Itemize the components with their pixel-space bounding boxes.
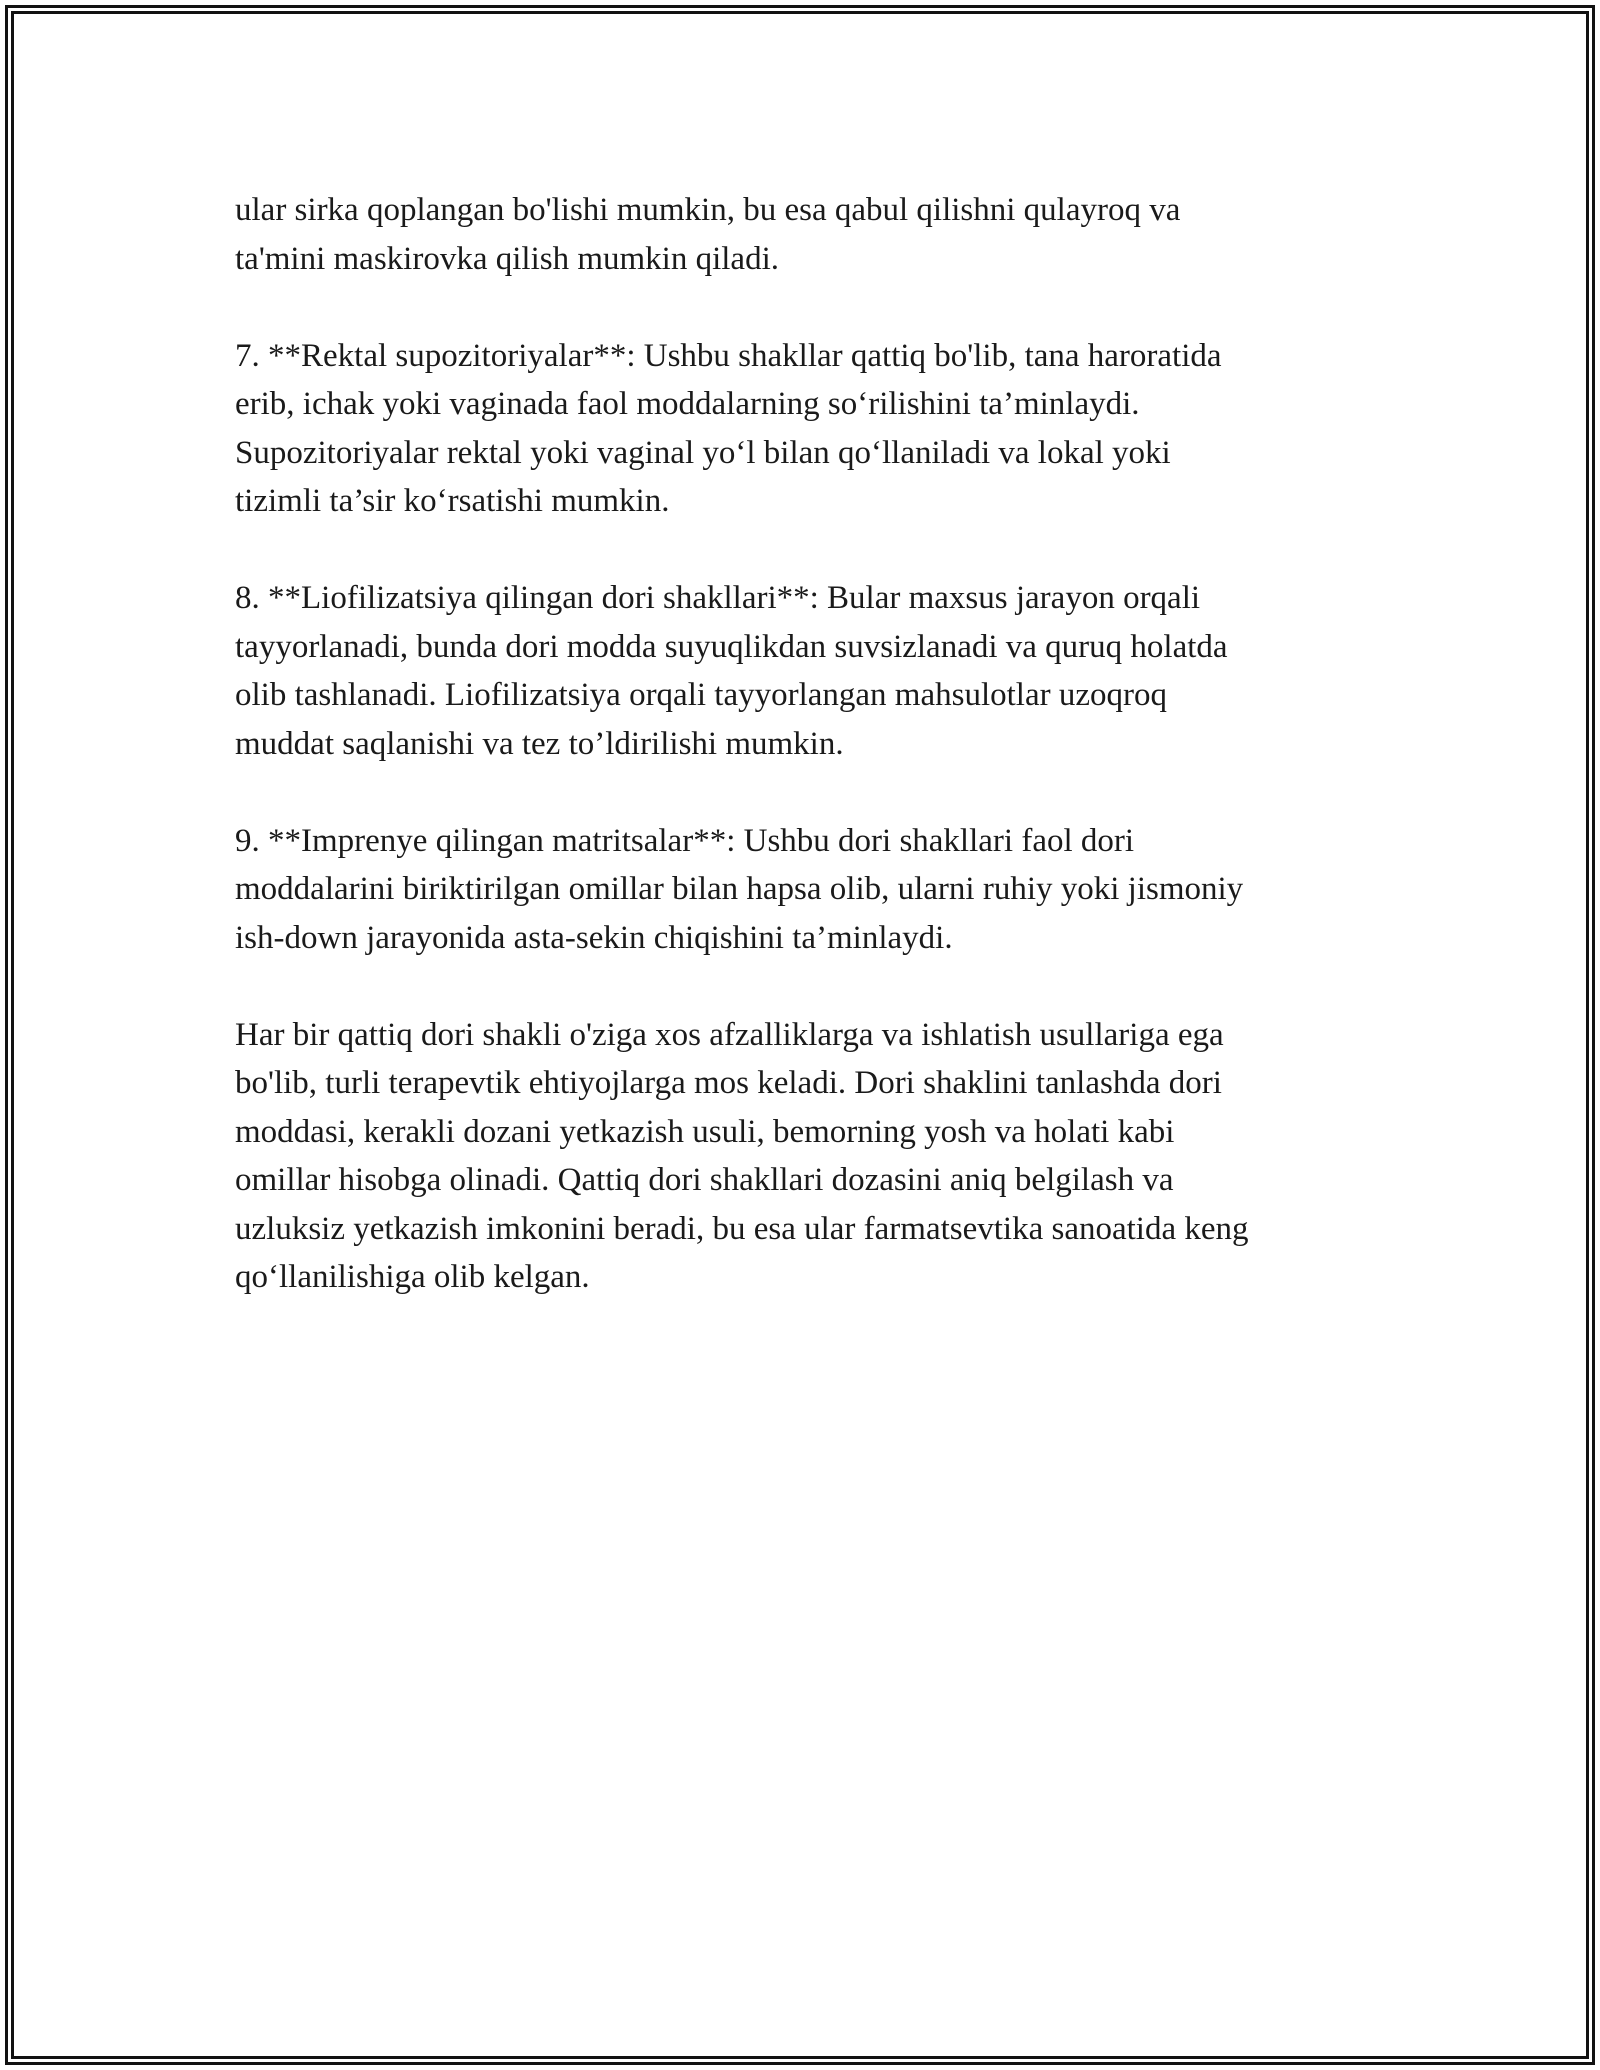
text-line: tayyorlanadi, bunda dori modda suyuqlikdan suvsizlanadi va quruq holatda — [235, 628, 1228, 665]
text-line: 7. **Rektal supozitoriyalar**: Ushbu shakllar qattiq bo'lib, tana haroratida — [235, 337, 1222, 374]
text-line: moddasi, kerakli dozani yetkazish usuli, bemorning yosh va holati kabi — [235, 1113, 1175, 1150]
document-body — [235, 186, 1395, 1350]
text-line: ta'mini maskirovka qilish mumkin qiladi. — [235, 240, 779, 277]
paragraph-item-7 — [235, 332, 1395, 526]
paragraph-continuation — [235, 186, 1395, 283]
paragraph-item-9 — [235, 817, 1395, 963]
text-line: Har bir qattiq dori shakli o'ziga xos afzalliklarga va ishlatish usullariga ega — [235, 1016, 1224, 1053]
text-line: 9. **Imprenye qilingan matritsalar**: Ushbu dori shakllari faol dori — [235, 822, 1135, 859]
text-line: omillar hisobga olinadi. Qattiq dori shakllari dozasini aniq belgilash va — [235, 1162, 1174, 1198]
text-line: olib tashlanadi. Liofilizatsiya orqali tayyorlangan mahsulotlar uzoqroq — [235, 677, 1167, 713]
text-line: uzluksiz yetkazish imkonini beradi, bu esa ular farmatsevtika sanoatida keng — [235, 1210, 1249, 1247]
text-line: bo'lib, turli terapevtik ehtiyojlarga mos keladi. Dori shaklini tanlashda dori — [235, 1065, 1222, 1101]
text-line: ular sirka qoplangan bo'lishi mumkin, bu esa qabul qilishni qulayroq va — [235, 192, 1181, 228]
text-line: 8. **Liofilizatsiya qilingan dori shakllari**: Bular maxsus jarayon orqali — [235, 580, 1201, 616]
text-line: erib, ichak yoki vaginada faol moddalarning so‘rilishini ta’minlaydi. — [235, 386, 1140, 422]
text-line: moddalarini biriktirilgan omillar bilan hapsa olib, ularni ruhiy yoki jismoniy — [235, 871, 1244, 907]
paragraph-item-8 — [235, 574, 1395, 768]
text-line: Supozitoriyalar rektal yoki vaginal yo‘l bilan qo‘llaniladi va lokal yoki — [235, 434, 1171, 471]
text-line: qo‘llanilishiga olib kelgan. — [235, 1259, 590, 1295]
text-line: tizimli ta’sir ko‘rsatishi mumkin. — [235, 483, 670, 519]
text-line: ish-down jarayonida asta-sekin chiqishini ta’minlaydi. — [235, 919, 953, 956]
paragraph-summary — [235, 1011, 1395, 1302]
text-line: muddat saqlanishi va tez to’ldirilishi mumkin. — [235, 725, 844, 762]
